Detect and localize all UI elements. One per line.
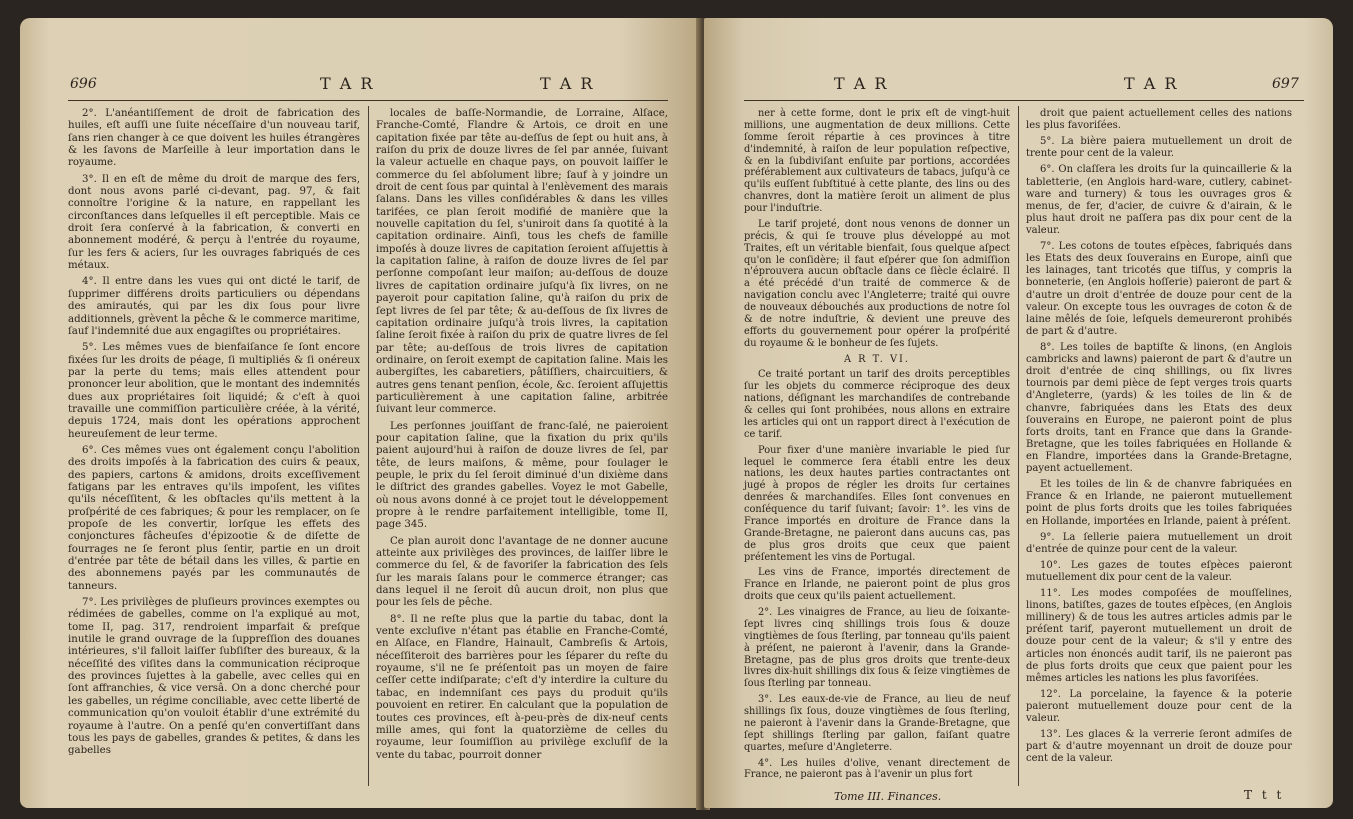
paragraph: 10°. Les gazes de toutes eſpèces paieront mutuellement dix pour cent de la valeur.: [1026, 559, 1292, 583]
open-book: [20, 18, 1333, 813]
running-head-right-a: T A R: [834, 74, 889, 93]
right-page-column-2: [1026, 108, 1292, 770]
paragraph: 9°. La ſellerie paiera mutuellement un droit d'entrée de quinze pour cent de la valeur.: [1026, 531, 1292, 555]
paragraph: Les vins de France, importés directement de France en Irlande, ne paieront point de plus gros droits que ceux qu'ils paient actuellement.: [744, 567, 1010, 603]
left-page-column-2: [376, 108, 668, 766]
paragraph: locales de baſſe-Normandie, de Lorraine, Alſace, Franche-Comté, Flandre & Artois, ce droit en une capitation fixée par tête au-deſſus de ſept ou huit ans, à raiſon du prix de douze livres de ſel par année, ſuivant la valeur actuelle en chaque pays, on pouvoit laiſſer le commerce du ſel abſolument libre; ſauf à y joindre un droit de cent ſous par quintal à l'enlèvement des marais ſalans. Dans les villes conſidérables & dans les villes tarifées, ce plan ſeroit modifié de manière que la nouvelle capitation du ſel, s'uniroit dans ſa quotité à la capitation ordinaire. Ainſi, tous les chefs de famille impoſés à douze livres de capitation ſeroient aſſujettis à la capitation ſaline, à raiſon de douze livres de ſel par perſonne compoſant leur maiſon; au-deſſous de douze livres de capitation ordinaire juſqu'à ſix livres, on ne payeroit pour capitation ſaline, qu'à raiſon du prix de ſept livres de ſel par tête; & au-deſſous de ſix livres de capitation ordinaire juſqu'à trois livres, la capitation ſaline ſeroit fixée à raiſon du prix de quatre livres de ſel par tête; au-deſſous de trois livres de capitation ordinaire, on ſeroit exempt de capitation ſaline. Mais les aubergiſtes, les cabaretiers, pâtiſſiers, chaircuitiers, & autres gens tenant penſion, école, &c. ſeroient aſſujettis particulièrement à une capitation ſaline, arbitrée ſuivant leur commerce.: [376, 108, 668, 416]
paragraph: 5°. Les mêmes vues de bienfaiſance ſe ſont encore fixées ſur les droits de péage, ſi multipliés & ſi onéreux par la perte du tems; mais elles attendent pour prononcer leur abolition, que le montant des indemnités dues aux propriétaires ſoit liquidé; & c'eſt à quoi travaille une commiſſion particulière créée, à la vérité, depuis 1724, mais dont les opérations approchent heureuſement de leur terme.: [68, 342, 360, 440]
paragraph: 7°. Les cotons de toutes eſpèces, fabriqués dans les Etats des deux ſouverains en Europe, ainſi que les lainages, tant tricotés que tiſſus, y compris la bonneterie, (en Anglois hoſſerie) paieront de part & d'autre un droit d'entrée de douze pour cent de la valeur. On excepte tous les ouvrages de coton & de laine mêlés de ſoie, leſquels demeureront prohibés de part & d'autre.: [1026, 241, 1292, 337]
paragraph: 6°. On claſſera les droits ſur la quincaillerie & la tabletterie, (en Anglois hard-ware, cutlery, cabinet-ware and turnery) & tous les ouvrages gros & menus, de fer, d'acier, de cuivre & d'airain, & le plus haut droit ne paſſera pas dix pour cent de la valeur.: [1026, 164, 1292, 236]
header-rule: [744, 100, 1304, 101]
header-rule: [68, 100, 668, 101]
paragraph: 4°. Les huiles d'olive, venant directement de France, ne paieront pas à l'avenir un plus fort: [744, 757, 1010, 781]
running-head-left-b: T A R: [540, 74, 595, 93]
paragraph: ner à cette forme, dont le prix eſt de vingt-huit millions, une augmentation de deux millions. Cette ſomme ſeroit répartie à ces provinces à titre d'indemnité, à raiſon de leur population reſpective, & en la ſubdiviſant enſuite par portions, accordées préférablement aux cultivateurs de tabacs, juſqu'à ce qu'ils euſſent ſubſtitué à cette plante, des lins ou des chanvres, dont la matière ſeroit un aliment de plus pour l'induſtrie.: [744, 108, 1010, 214]
running-head-right-b: T A R: [1124, 74, 1179, 93]
paragraph: 5°. La bière paiera mutuellement un droit de trente pour cent de la valeur.: [1026, 136, 1292, 160]
paragraph: 11°. Les modes compoſées de mouſſelines, linons, batiſtes, gazes de toutes eſpèces, (en Anglois millinery) & de tous les autres articles admis par le préſent tarif, payeront mutuellement un droit de douze pour cent de la valeur; & s'il y entre des articles non énoncés audit tarif, ils ne paieront pas de plus forts droits que ceux que paient pour les mêmes articles les nations les plus favoriſées.: [1026, 588, 1292, 684]
volume-footer: Tome III. Finances.: [834, 790, 942, 803]
paragraph: 8°. Il ne reſte plus que la partie du tabac, dont la vente excluſive n'étant pas établie en Franche-Comté, en Alſace, en Flandre, Hainault, Cambreſis & Artois, néceſſiteroit des barrières pour les ſéparer du reſte du royaume, s'il ne ſe préſentoit pas un moyen de faire ceſſer cette indiſparate; c'eſt d'y interdire la culture du tabac, en indemniſant ces pays du produit qu'ils pouvoient en retirer. En calculant que la population de toutes ces provinces, eſt à-peu-près de dix-neuf cents mille ames, qui font la quatorzième de celles du royaume, leur ſoumiſſion au privilège excluſif de la vente du tabac, pourroit donner: [376, 613, 668, 761]
paragraph: Pour fixer d'une manière invariable le pied ſur lequel le commerce ſera établi entre les deux nations, les deux hautes parties contractantes ont jugé à propos de régler les droits ſur certaines denrées & marchandiſes. Elles ſont convenues en conſéquence du tarif ſuivant; ſavoir: 1°. les vins de France importés en droiture de France dans la Grande-Bretagne, ne paieront dans aucuns cas, pas de plus gros droits que ceux que paient préſentement les vins de Portugal.: [744, 444, 1010, 563]
paragraph: 4°. Il entre dans les vues qui ont dicté le tarif, de ſupprimer différens droits particuliers ou dépendans des amirautés, qui par les dix ſous pour livre additionnels, grèvent la pêche & le commerce maritime, ſauf l'indemnité due aux engagiſtes ou propriétaires.: [68, 276, 360, 337]
paragraph: 7°. Les privilèges de pluſieurs provinces exemptes ou rédimées de gabelles, comme on l'a expliqué au mot, tome II, pag. 317, rendroient imparfait & preſque inutile le grand ouvrage de la ſuppreſſion des douanes intérieures, s'il falloit laiſſer ſubſiſter des bureaux, & la néceſſité des viſites dans la communication réciproque des provinces ſujettes à la gabelle, avec celles qui en ſont affranchies, & vice versâ. On a donc cherché pour les gabelles, un régime conciliable, avec cette liberté de communication qu'on vouloit établir d'une extrémité du royaume à l'autre. On a penſé qu'en convertiſſant dans tous les pays de gabelles, grandes & petites, & dans les gabelles: [68, 597, 360, 757]
paragraph: Ce traité portant un tarif des droits perceptibles ſur les objets du commerce réciproque des deux nations, déſignant les marchandiſes de contrebande & celles qui ſont prohibées, nous allons en extraire les articles qui ont un rapport direct à l'exécution de ce tarif.: [744, 369, 1010, 440]
paragraph: Les perſonnes jouiſſant de franc-ſalé, ne paieroient pour capitation ſaline, que la fixation du prix qu'ils paient aujourd'hui à raiſon de douze livres de ſel, par tête, de leurs maiſons, & même, pour ſoulager le peuple, le prix du ſel ſeroit diminué d'un dixième dans le diſtrict des grandes gabelles. Voyez le mot Gabelle, où nous avons donné à ce projet tout le développement propre à le rendre parfaitement intelligible, tome II, page 345.: [376, 420, 668, 531]
paragraph: Le tarif projeté, dont nous venons de donner un précis, & qui ſe trouve plus développé au mot Traites, eſt un véritable bienfait, ſous quelque aſpect qu'on le conſidère; il faut eſpérer que ſon admiſſion n'éprouvera aucun obſtacle dans ce ſiècle éclairé. Il a été précédé d'un traité de commerce & de navigation conclu avec l'Angleterre; traité qui ouvre de nouveaux débouchés aux productions de notre ſol & de notre induſtrie, & devient une preuve des efforts du gouvernement pour opérer la proſpérité du royaume & le bonheur de ſes ſujets.: [744, 218, 1010, 349]
paragraph: 6°. Ces mêmes vues ont également conçu l'abolition des droits impoſés à la fabrication des cuirs & peaux, des papiers, cartons & amidons, droits exceſſivement fatigans par les entraves qu'ils impoſent, les viſites qu'ils néceſſitent, & les obſtacles qu'ils mettent à la proſpérité de ces fabriques; & pour les remplacer, on ſe propoſe de les convertir, lorſque les effets des conjonctures fâcheuſes d'épizootie & de diſette de fourrages ne ſe feront plus ſentir, partie en un droit d'entrée par tête de bétail dans les villes, & partie en des abonnemens payés par les communautés de tanneurs.: [68, 444, 360, 592]
left-page-column-1: [68, 108, 360, 762]
paragraph: Ce plan auroit donc l'avantage de ne donner aucune atteinte aux privilèges des provinces, de laiſſer libre le commerce du ſel, & de favoriſer la fabrication des ſels ſur les marais ſalans pour le commerce étranger; cas dans lequel il ne ſeroit dû aucun droit, non plus que pour les ſels de pêche.: [376, 535, 668, 609]
page-number-left: 696: [70, 76, 97, 92]
signature-mark: T t t: [1244, 788, 1285, 802]
page-number-right: 697: [1272, 76, 1299, 92]
running-head-left-a: T A R: [320, 74, 375, 93]
column-rule: [368, 106, 369, 786]
left-page: [20, 18, 700, 808]
right-page-column-1: [744, 108, 1010, 785]
paragraph: Et les toiles de lin & de chanvre fabriquées en France & en Irlande, ne paieront mutuellement point de plus forts droits que les toiles fabriquées en Hollande, importées en Irlande, paient à préſent.: [1026, 479, 1292, 527]
column-rule: [1018, 106, 1019, 786]
paragraph: 3°. Il en eſt de même du droit de marque des fers, dont nous avons parlé ci-devant, pag. 97, & fait connoître l'origine & la nature, en rappellant les circonſtances dans leſquelles il eſt perceptible. Mais ce droit ſera conſervé à la fabrication, & converti en abonnement modéré, & perçu à l'entrée du royaume, ſur les fers & aciers, ſur les ouvrages fabriqués de ces métaux.: [68, 173, 360, 272]
paragraph: 13°. Les glaces & la verrerie ſeront admiſes de part & d'autre moyennant un droit de douze pour cent de la valeur.: [1026, 729, 1292, 765]
paragraph: 2°. L'anéantiſſement de droit de fabrication des huiles, eſt auſſi une ſuite néceſſaire d'un nouveau tarif, ſans rien changer à ce que doivent les huiles étrangères & les ſavons de Marſeille à leur importation dans le royaume.: [68, 108, 360, 169]
right-page: [704, 18, 1333, 808]
paragraph: droit que paient actuellement celles des nations les plus favoriſées.: [1026, 108, 1292, 132]
paragraph: 2°. Les vinaigres de France, au lieu de ſoixante-ſept livres cinq shillings trois ſous & douze vingtièmes de ſous ſterling, par tonneau qu'ils paient à préſent, ne paieront à l'avenir, dans la Grande-Bretagne, pas de plus gros droits que trente-deux livres dix-huit shillings dix ſous & ſeize vingtièmes de ſous ſterling par tonneau.: [744, 607, 1010, 690]
paragraph: 12°. La porcelaine, la fayence & la poterie paieront mutuellement douze pour cent de la valeur.: [1026, 688, 1292, 725]
article-heading: A R T. VI.: [843, 353, 911, 365]
paragraph: 8°. Les toiles de baptiſte & linons, (en Anglois cambricks and lawns) paieront de part & d'autre un droit d'entrée de cinq shillings, ou ſix livres tournois par demi pièce de ſept verges trois quarts d'Angleterre, (yards) & les toiles de lin & de chanvre, fabriquées dans les Etats des deux ſouverains en Europe, ne paieront point de plus forts droits, tant en France que dans la Grande-Bretagne, que les toiles fabriquées en Hollande & en Flandre, importées dans la Grande-Bretagne, payent actuellement.: [1026, 341, 1292, 475]
paragraph: 3°. Les eaux-de-vie de France, au lieu de neuf shillings ſix ſous, douze vingtièmes de ſous ſterling, ne paieront à l'avenir dans la Grande-Bretagne, que ſept shillings ſterling par gallon, faiſant quatre quartes, meſure d'Angleterre.: [744, 694, 1010, 753]
